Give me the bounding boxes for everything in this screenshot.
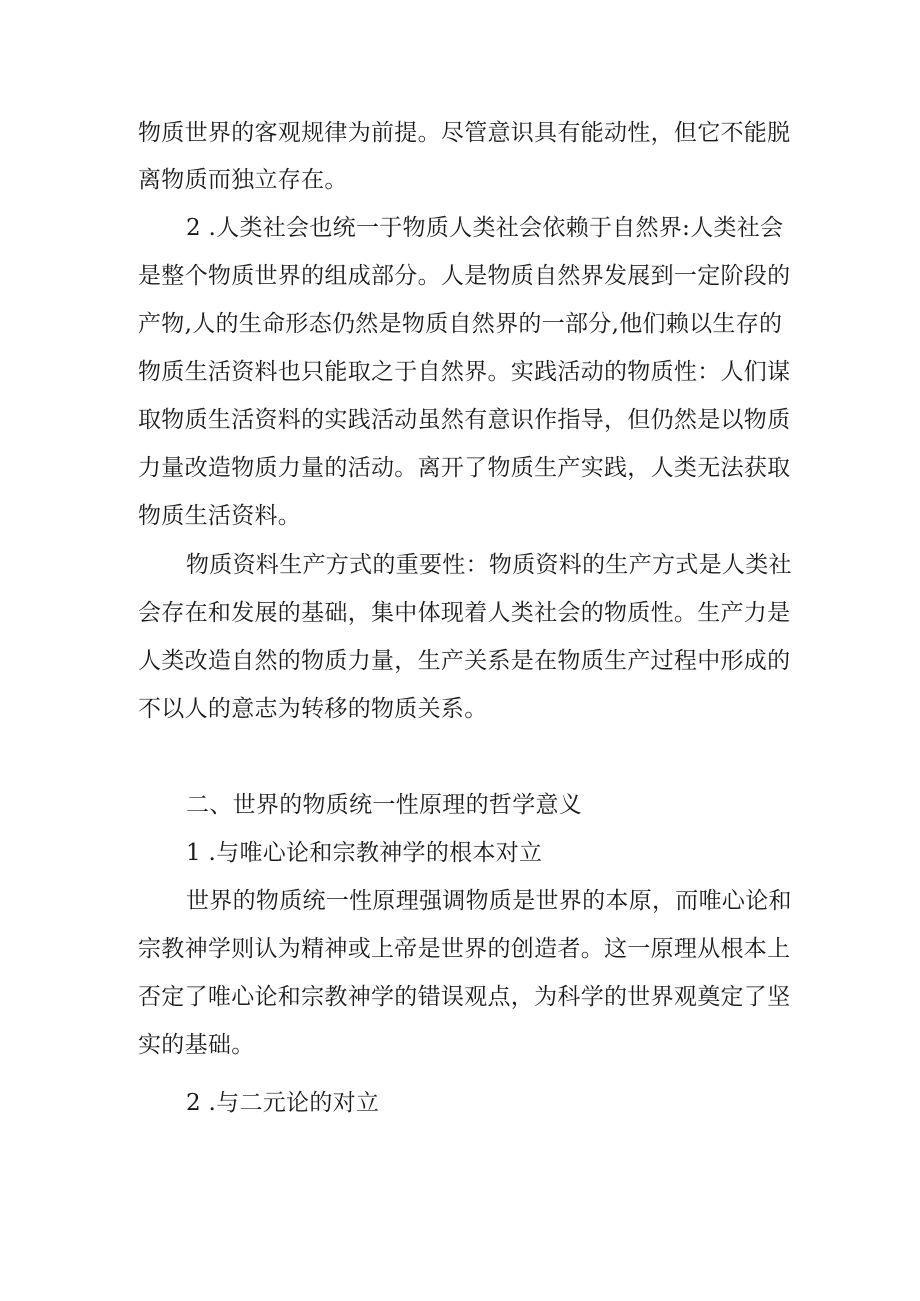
- text-line: 否定了唯心论和宗教神学的错误观点，为科学的世界观奠定了坚: [138, 984, 791, 1010]
- paragraph-start: 世界的物质统一性原理强调物质是世界的本原，而唯心论和: [186, 888, 792, 914]
- subsection-heading: 1 .与唯心论和宗教神学的根本对立: [186, 840, 543, 866]
- text-line: 取物质生活资料的实践活动虽然有意识作指导，但仍然是以物质: [138, 407, 791, 433]
- subsection-heading: 2 .与二元论的对立: [186, 1090, 380, 1116]
- paragraph-heading: 2 .人类社会也统一于物质人类社会依赖于自然界:人类社会: [186, 215, 784, 241]
- text-line: 实的基础。: [138, 1032, 255, 1058]
- text-line: 宗教神学则认为精神或上帝是世界的创造者。这一原理从根本上: [138, 936, 791, 962]
- text-line: 是整个物质世界的组成部分。人是物质自然界发展到一定阶段的: [138, 263, 791, 289]
- text-line: 产物,人的生命形态仍然是物质自然界的一部分,他们赖以生存的: [138, 311, 783, 337]
- text-line: 人类改造自然的物质力量，生产关系是在物质生产过程中形成的: [138, 648, 791, 674]
- paragraph-start: 物质资料生产方式的重要性：物质资料的生产方式是人类社: [186, 552, 792, 578]
- text-line: 物质世界的客观规律为前提。尽管意识具有能动性，但它不能脱: [138, 120, 791, 146]
- text-line: 不以人的意志为转移的物质关系。: [138, 696, 488, 722]
- text-line: 物质生活资料也只能取之于自然界。实践活动的物质性：人们谋: [138, 359, 791, 385]
- text-line: 离物质而独立存在。: [138, 167, 348, 193]
- text-line: 力量改造物质力量的活动。离开了物质生产实践，人类无法获取: [138, 455, 791, 481]
- text-line: 会存在和发展的基础，集中体现着人类社会的物质性。生产力是: [138, 600, 791, 626]
- section-heading: 二、世界的物质统一性原理的哲学意义: [186, 792, 583, 818]
- text-line: 物质生活资料。: [138, 503, 302, 529]
